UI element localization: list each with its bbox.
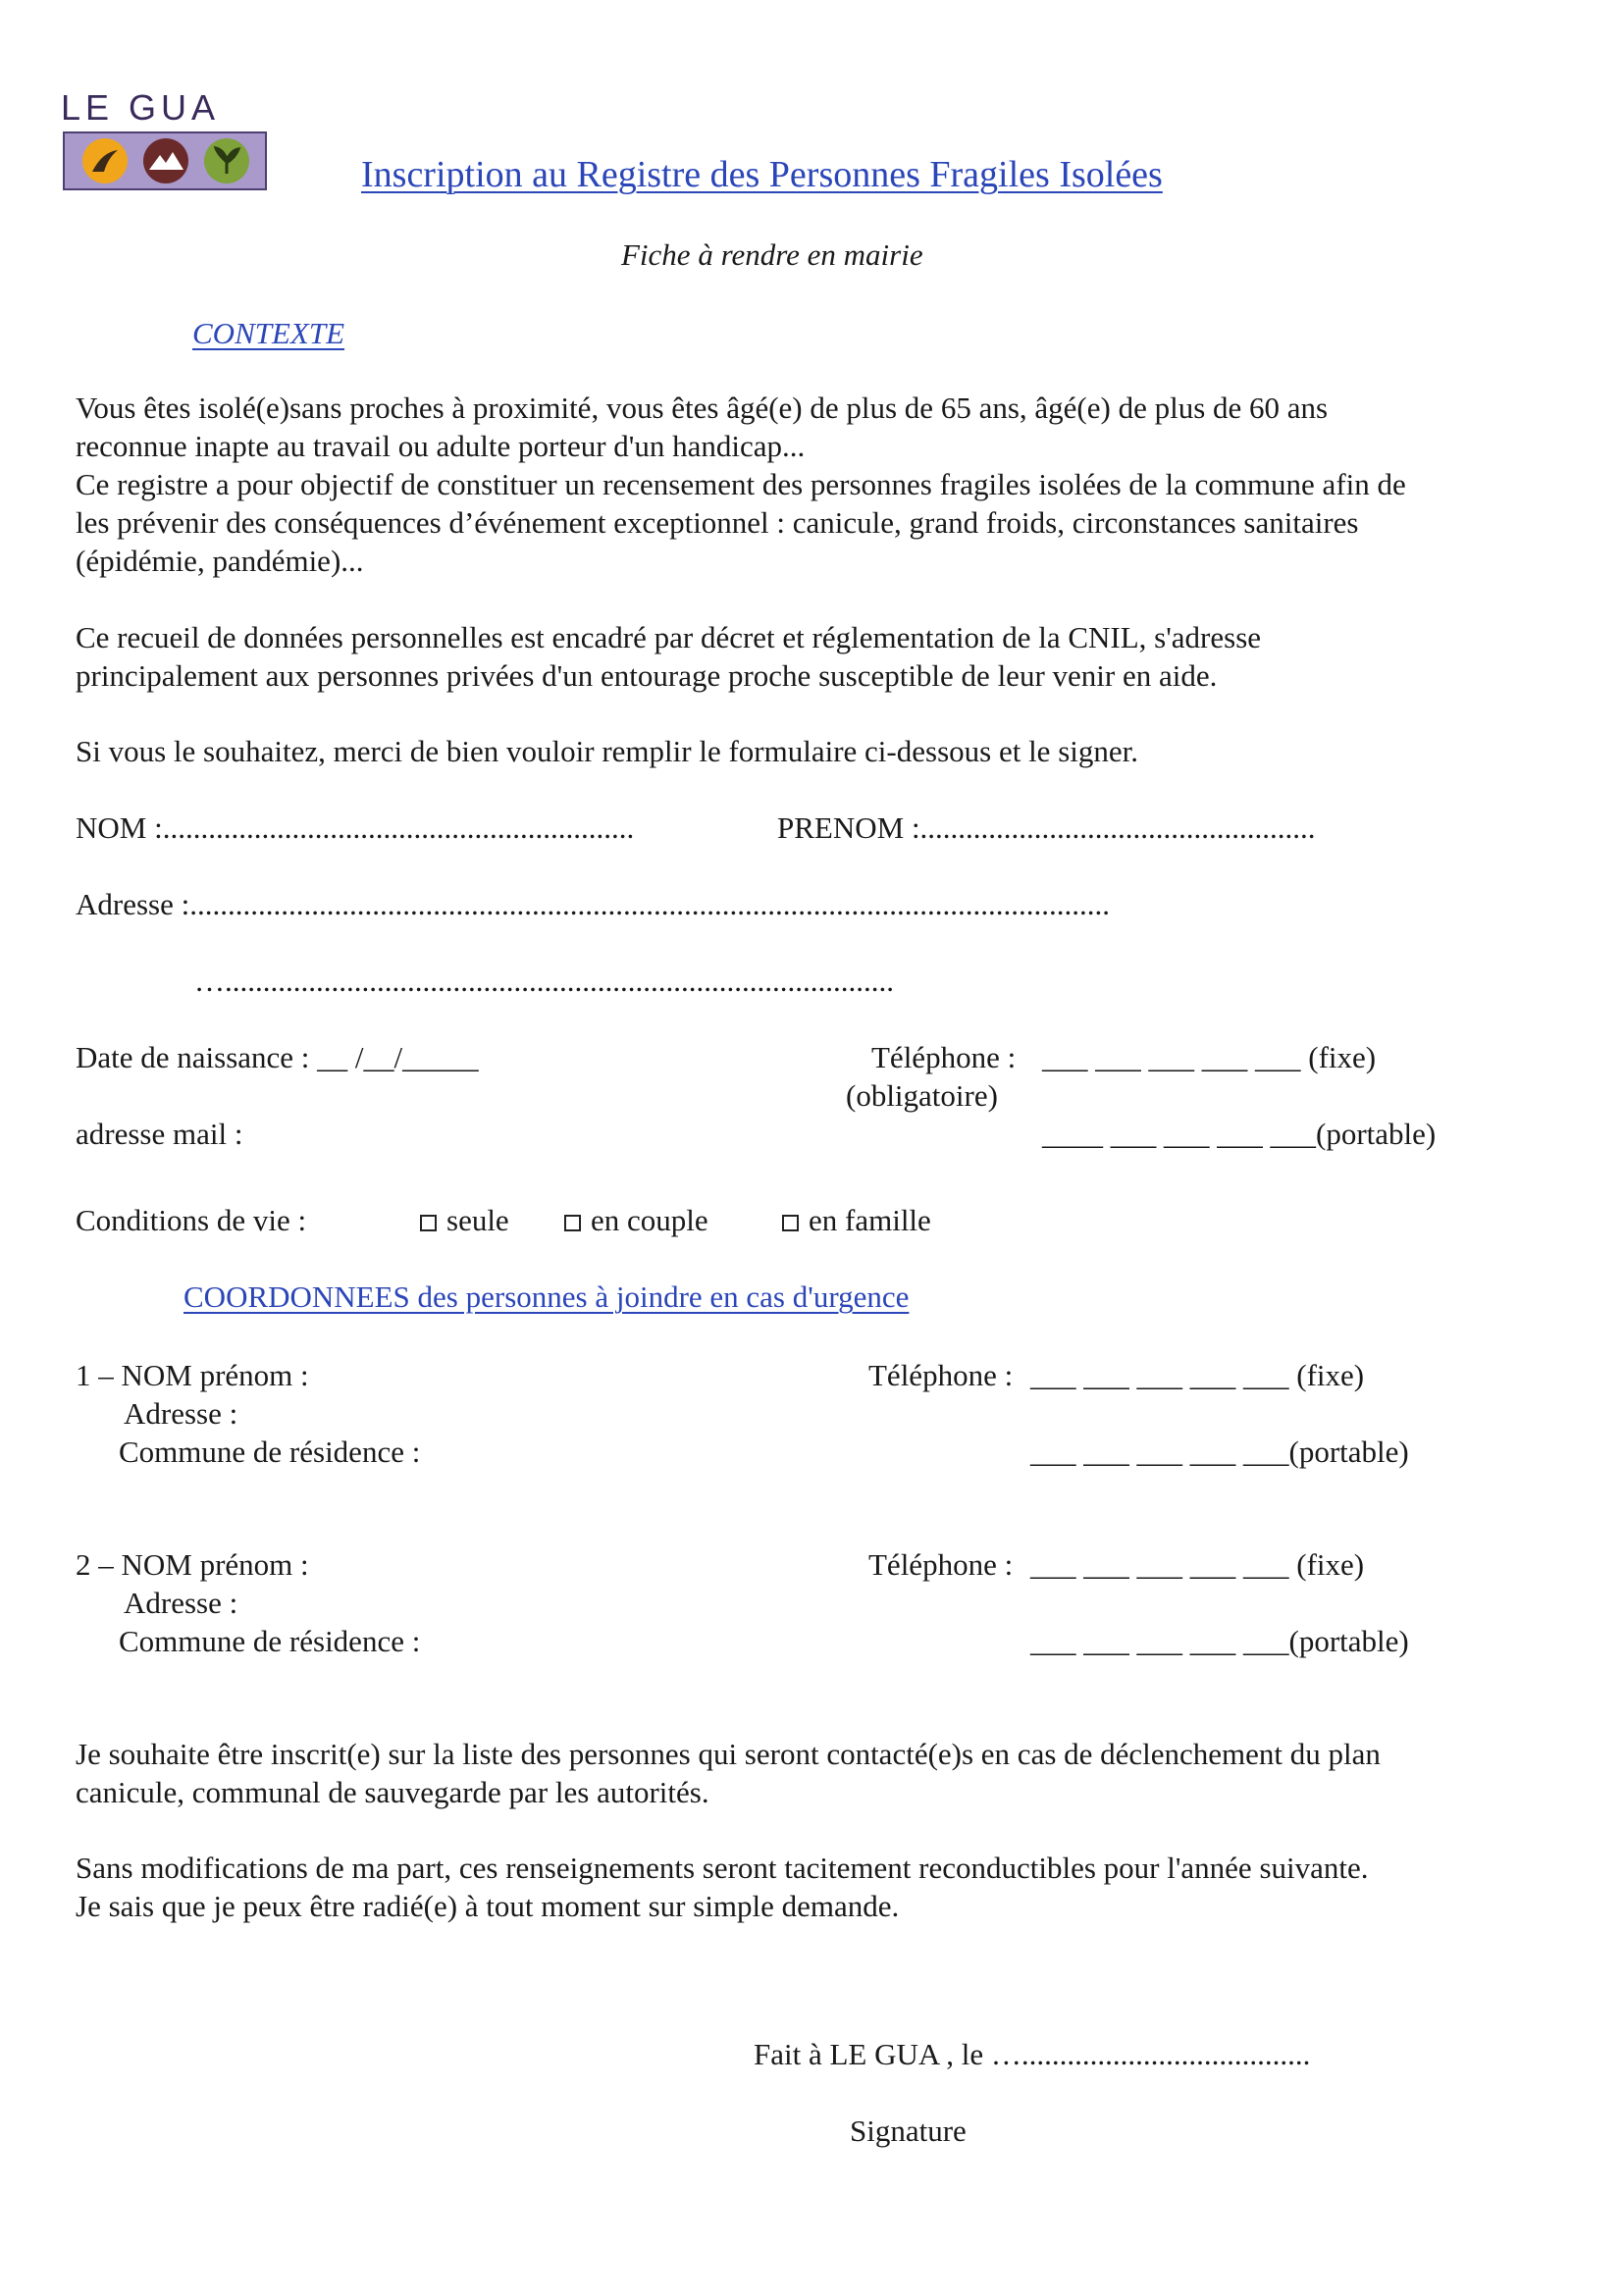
consent-line: canicule, communal de sauvegarde par les autorités.: [76, 1775, 709, 1809]
contact-2-tel-label: Téléphone :: [868, 1547, 1014, 1582]
mail-field[interactable]: adresse mail :: [76, 1117, 243, 1151]
context-line: reconnue inapte au travail ou adulte porteur d'un handicap...: [76, 429, 806, 463]
fait-a-field[interactable]: Fait à LE GUA , le …......................................: [754, 2037, 1311, 2071]
contact-1-nom[interactable]: 1 – NOM prénom :: [76, 1358, 309, 1392]
page-subtitle: Fiche à rendre en mairie: [621, 237, 923, 272]
checkbox-icon[interactable]: [782, 1215, 799, 1231]
plant-icon: [204, 138, 249, 183]
obligatoire-note: (obligatoire): [846, 1078, 998, 1113]
nom-field[interactable]: NOM :..............................................................: [76, 810, 635, 845]
contact-1-adresse[interactable]: Adresse :: [124, 1396, 238, 1431]
telephone-portable-field[interactable]: ____ ___ ___ ___ ___(portable): [1042, 1117, 1437, 1151]
adresse-field-line2[interactable]: …........................................................................................: [194, 964, 894, 998]
cnil-line: principalement aux personnes privées d'un entourage proche susceptible de leur venir en aide.: [76, 658, 1218, 693]
contact-2-commune[interactable]: Commune de résidence :: [119, 1624, 421, 1658]
logo-text: LE GUA: [61, 87, 221, 128]
condition-option-couple[interactable]: en couple: [564, 1201, 708, 1239]
sun-icon: [82, 138, 128, 183]
telephone-fixe-field[interactable]: ___ ___ ___ ___ ___ (fixe): [1042, 1040, 1377, 1074]
contact-2-adresse[interactable]: Adresse :: [124, 1586, 238, 1620]
context-line: les prévenir des conséquences d’événement exceptionnel : canicule, grand froids, circonstances sanitaires: [76, 505, 1359, 540]
condition-option-seule[interactable]: seule: [420, 1201, 509, 1239]
context-line: (épidémie, pandémie)...: [76, 544, 364, 578]
renewal-line: Je sais que je peux être radié(e) à tout moment sur simple demande.: [76, 1889, 900, 1923]
page-title: Inscription au Registre des Personnes Fragiles Isolées: [361, 154, 1163, 195]
consent-line: Je souhaite être inscrit(e) sur la liste des personnes qui seront contacté(e)s en cas de déclenchement du plan: [76, 1737, 1381, 1771]
contact-2-tel-portable[interactable]: ___ ___ ___ ___ ___(portable): [1030, 1624, 1409, 1658]
adresse-field[interactable]: Adresse :.........................................................................................................................: [76, 887, 1110, 921]
renewal-line: Sans modifications de ma part, ces renseignements seront tacitement reconductibles pour l'année suivante.: [76, 1851, 1369, 1885]
condition-option-famille[interactable]: en famille: [782, 1201, 931, 1239]
date-naissance-field[interactable]: Date de naissance : __ /__/_____: [76, 1040, 479, 1074]
context-line: Vous êtes isolé(e)sans proches à proximité, vous êtes âgé(e) de plus de 65 ans, âgé(e) de plus de 60 ans: [76, 391, 1329, 425]
context-heading: CONTEXTE: [192, 316, 345, 350]
invitation-text: Si vous le souhaitez, merci de bien vouloir remplir le formulaire ci-dessous et le signer.: [76, 734, 1138, 768]
logo-emblem: [63, 131, 267, 190]
cnil-line: Ce recueil de données personnelles est encadré par décret et réglementation de la CNIL, s'adresse: [76, 620, 1262, 654]
context-line: Ce registre a pour objectif de constituer un recensement des personnes fragiles isolées de la commune afin de: [76, 467, 1406, 501]
contact-1-tel-portable[interactable]: ___ ___ ___ ___ ___(portable): [1030, 1435, 1409, 1469]
contact-1-tel-label: Téléphone :: [868, 1358, 1014, 1392]
signature-label: Signature: [850, 2113, 967, 2148]
checkbox-icon[interactable]: [420, 1215, 437, 1231]
contact-1-tel-fixe[interactable]: ___ ___ ___ ___ ___ (fixe): [1030, 1358, 1365, 1392]
prenom-field[interactable]: PRENOM :....................................................: [777, 810, 1316, 845]
telephone-label: Téléphone :: [871, 1040, 1017, 1074]
contact-1-commune[interactable]: Commune de résidence :: [119, 1435, 421, 1469]
conditions-label: Conditions de vie :: [76, 1203, 307, 1237]
contacts-heading: COORDONNEES des personnes à joindre en cas d'urgence: [183, 1279, 910, 1314]
contact-2-tel-fixe[interactable]: ___ ___ ___ ___ ___ (fixe): [1030, 1547, 1365, 1582]
checkbox-icon[interactable]: [564, 1215, 581, 1231]
mountain-icon: [143, 138, 188, 183]
contact-2-nom[interactable]: 2 – NOM prénom :: [76, 1547, 309, 1582]
